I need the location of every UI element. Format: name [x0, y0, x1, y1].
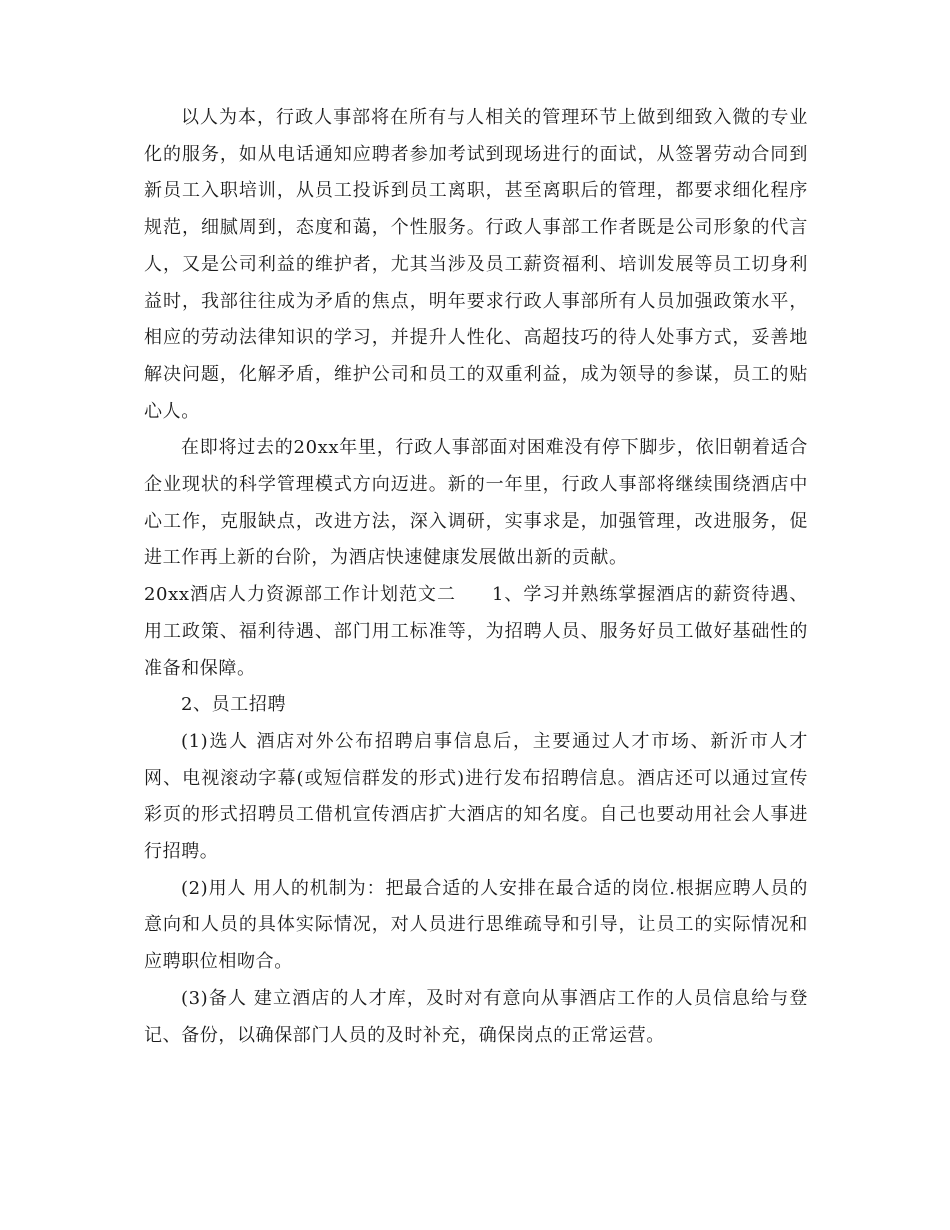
section-title: 20xx酒店人力资源部工作计划范文二 [144, 584, 456, 606]
paragraph-year-summary: 在即将过去的20xx年里，行政人事部面对困难没有停下脚步，依旧朝着适合企业现状的科学管理模式方向迈进。新的一年里，行政人事部将继续围绕酒店中心工作，克服缺点，改进方法，深入调研，实事求是，加强管理，改进服务，促进工作再上新的台阶，为酒店快速健康发展做出新的贡献。 [144, 437, 808, 569]
paragraph-people-oriented: 以人为本，行政人事部将在所有与人相关的管理环节上做到细致入微的专业化的服务，如从电话通知应聘者参加考试到现场进行的面试，从签署劳动合同到新员工入职培训，从员工投诉到员工离职，甚至离职后的管理，都要求细化程序规范，细腻周到，态度和蔼，个性服务。行政人事部工作者既是公司形象的代言人，又是公司利益的维护者，尤其当涉及员工薪资福利、培训发展等员工切身利益时，我部往往成为矛盾的焦点，明年要求行政人事部所有人员加强政策水平，相应的劳动法律知识的学习，并提升人性化、高超技巧的待人处事方式，妥善地解决问题，化解矛盾，维护公司和员工的双重利益，成为领导的参谋，员工的贴心人。 [144, 107, 808, 422]
section-heading-paragraph [144, 577, 808, 687]
sub-item-select-people: (1)选人 酒店对外公布招聘启事信息后，主要通过人才市场、新沂市人才网、电视滚动字幕(或短信群发的形式)进行发布招聘信息。酒店还可以通过宣传彩页的形式招聘员工借机宣传酒店扩大酒店的知名度。自己也要动用社会人事进行招聘。 [144, 730, 808, 863]
item-1-text: 1、学习并熟练掌握酒店的薪资待遇、用工政策、福利待遇、部门用工标准等，为招聘人员、服务好员工做好基础性的准备和保障。 [144, 584, 808, 679]
sub-item-use-people: (2)用人 用人的机制为：把最合适的人安排在最合适的岗位.根据应聘人员的意向和人员的具体实际情况，对人员进行思维疏导和引导，让员工的实际情况和应聘职位相吻合。 [144, 877, 808, 973]
document-body [144, 100, 808, 1054]
item-2-heading: 2、员工招聘 [181, 694, 287, 716]
sub-item-reserve-people: (3)备人 建立酒店的人才库，及时对有意向从事酒店工作的人员信息给与登记、备份，以确保部门人员的及时补充，确保岗点的正常运营。 [144, 987, 808, 1046]
